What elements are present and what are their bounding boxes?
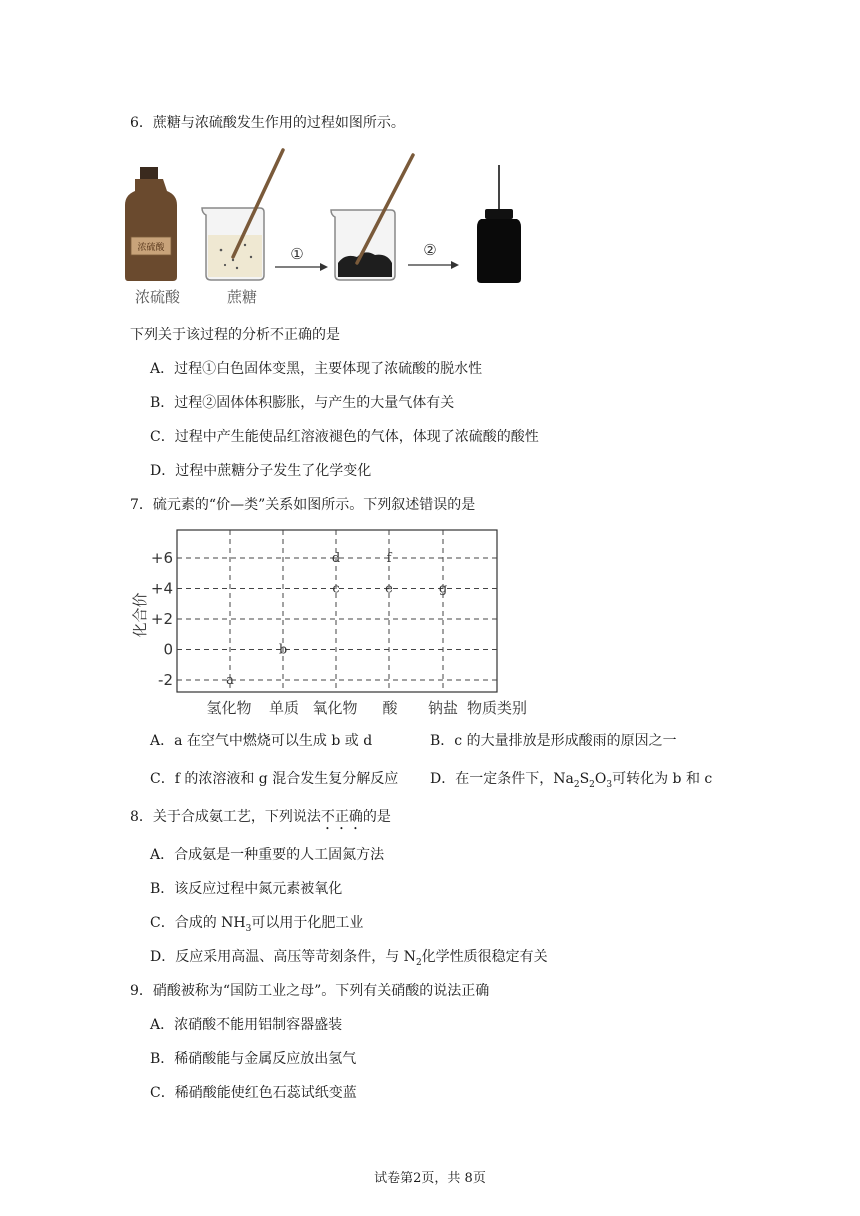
y-tick-label: +4 xyxy=(150,579,173,598)
y-tick-label: +2 xyxy=(150,610,173,628)
page-footer: 试卷第2页，共 8页 xyxy=(374,1171,486,1186)
valence-class-chart xyxy=(125,525,545,720)
bottle-label: 浓硫酸 xyxy=(137,243,165,253)
chart-point-d: d xyxy=(331,551,341,566)
q7-stem: 7．硫元素的“价—类”关系如图所示。下列叙述错误的是 xyxy=(130,497,476,513)
chart-point-c: c xyxy=(332,581,340,597)
x-category-label: 钠盐 xyxy=(427,699,459,717)
q9-option-b: B．稀硝酸能与金属反应放出氢气 xyxy=(150,1051,357,1067)
q6-option-c: C．过程中产生能使品红溶液褪色的气体，体现了浓硫酸的酸性 xyxy=(150,429,539,445)
chart-point-e: e xyxy=(385,581,393,597)
y-tick-label: 0 xyxy=(163,640,173,659)
x-category-label: 氧化物 xyxy=(312,699,358,717)
q6-process-figure xyxy=(125,145,535,290)
expanded-carbon xyxy=(477,165,521,283)
q7-option-a: A．a 在空气中燃烧可以生成 b 或 d xyxy=(150,733,373,749)
step2-label: ② xyxy=(423,241,437,259)
label-sugar: 蔗糖 xyxy=(227,288,258,306)
emphasis-not-correct: 不正确 xyxy=(320,809,363,825)
q9-stem: 9．硝酸被称为“国防工业之母”。下列有关硝酸的说法正确 xyxy=(130,983,490,999)
chart-point-b: b xyxy=(278,642,288,658)
chart-point-f: f xyxy=(386,551,392,566)
chart-point-g: g xyxy=(438,581,448,597)
q8-option-b: B．该反应过程中氮元素被氧化 xyxy=(150,881,343,897)
x-category-label: 物质类别 xyxy=(466,699,528,717)
q8-option-c: C．合成的 $NH_3$可以用于化肥工业 xyxy=(150,915,364,934)
q8-option-d: D．反应采用高温、高压等苛刻条件，与 $N_2$化学性质很稳定有关 xyxy=(150,949,548,968)
y-tick-label: -2 xyxy=(158,671,173,689)
q6-option-b: B．过程②固体体积膨胀，与产生的大量气体有关 xyxy=(150,395,455,411)
acid-bottle xyxy=(125,167,177,281)
q7-option-b: B．c 的大量排放是形成酸雨的原因之一 xyxy=(430,733,677,749)
q9-option-a: A．浓硝酸不能用铝制容器盛装 xyxy=(150,1017,343,1033)
beaker-sugar xyxy=(202,150,283,280)
q6-option-d: D．过程中蔗糖分子发生了化学变化 xyxy=(150,463,372,479)
x-category-label: 氢化物 xyxy=(206,699,252,717)
q7-option-c: C．f 的浓溶液和 g 混合发生复分解反应 xyxy=(150,771,399,787)
q7-option-d: D．在一定条件下，$Na_2S_2O_3$可转化为 b 和 c xyxy=(430,771,713,790)
y-tick-label: +6 xyxy=(150,549,173,567)
q6-option-a: A．过程①白色固体变黑，主要体现了浓硫酸的脱水性 xyxy=(150,361,483,377)
x-category-label: 酸 xyxy=(382,699,398,717)
x-category-label: 单质 xyxy=(268,699,300,717)
label-conc-acid: 浓硫酸 xyxy=(135,288,181,306)
beaker-carbon xyxy=(331,155,413,280)
chart-ylabel: 化合价 xyxy=(131,592,149,638)
q8-stem: 8．关于合成氨工艺，下列说法不正确的是 xyxy=(130,809,391,825)
chart-point-a: a xyxy=(226,673,234,688)
step1-label: ① xyxy=(290,245,304,263)
q9-option-c: C．稀硝酸能使红色石蕊试纸变蓝 xyxy=(150,1085,357,1101)
q6-stem: 6．蔗糖与浓硫酸发生作用的过程如图所示。 xyxy=(130,115,405,131)
q6-prompt: 下列关于该过程的分析不正确的是 xyxy=(130,327,340,343)
q8-option-a: A．合成氨是一种重要的人工固氮方法 xyxy=(150,847,385,863)
